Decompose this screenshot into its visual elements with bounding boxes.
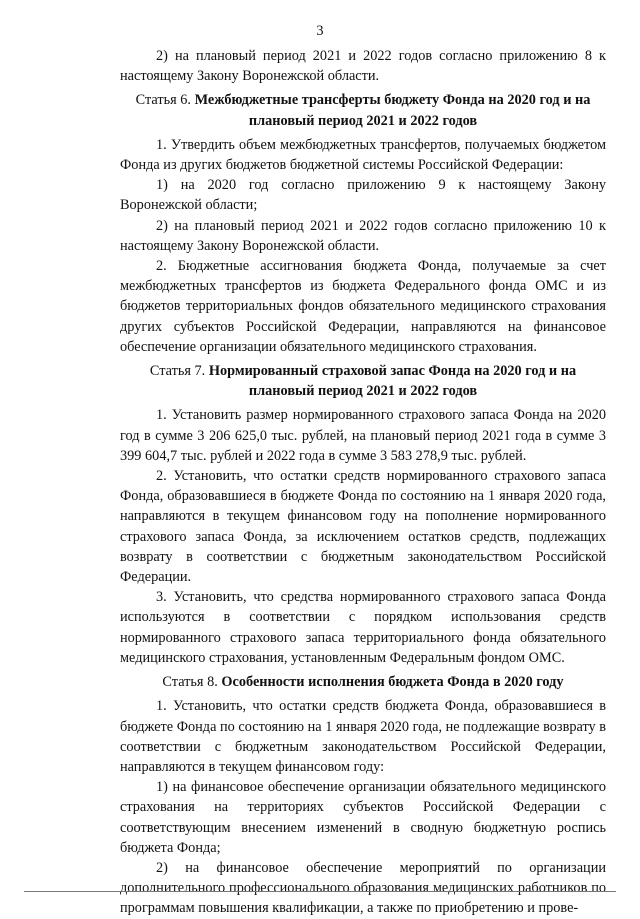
article-6-heading <box>120 90 606 130</box>
article-7-heading <box>120 361 606 401</box>
paragraph-article-8-subitem-2: 2) на финансовое обеспечение мероприятий по организации дополнительного профессионального образования медицинских работников по программам повышения квалификации, а также по приобретению и прове- <box>120 859 606 917</box>
paragraph-article-8-subitem-1: 1) на финансовое обеспечение организации обязательного медицинского страхования на территориях субъектов Российской Федерации с соответствующим внесением изменений в сводную бюджетную роспись бюджета Фонда; <box>120 779 606 856</box>
paragraph-article-7-item-3: 3. Установить, что средства нормированного страхового запаса Фонда используются в соответствии с порядком использования средств нормированного страхового запаса территориального фонда обязательного медицинского страхования, установленным Федеральным фондом ОМС. <box>120 589 606 666</box>
paragraph-article-6-subitem-1: 1) на 2020 год согласно приложению 9 к настоящему Закону Воронежской области; <box>120 177 606 214</box>
article-6-number: Статья 6. <box>135 92 191 109</box>
paragraph-article-7-item-2: 2. Установить, что остатки средств нормированного страхового запаса Фонда, образовавшиеся в бюджете Фонда по состоянию на 1 января 2020 года, направляются в текущем финансовом году на пополнение нормированного страхового запаса Фонда, за исключением остатков средств, подлежащих возврату в соответствии с бюджетным законодательством Российской Федерации. <box>120 468 606 586</box>
paragraph-article-7-item-1: 1. Установить размер нормированного страхового запаса Фонда на 2020 год в сумме 3 206 625,0 тыс. рублей, на плановый период 2021 года в сумме 3 399 604,7 тыс. рублей и 2022 года в сумме 3 583 278,9 тыс. рублей. <box>120 407 606 464</box>
article-8-title: Особенности исполнения бюджета Фонда в 2020 году <box>221 674 564 691</box>
article-6-title: Межбюджетные трансферты бюджету Фонда на 2020 год и на плановый период 2021 и 2022 годов <box>194 92 591 129</box>
article-7-number: Статья 7. <box>149 363 206 380</box>
paragraph-article-6-item-2: 2. Бюджетные ассигнования бюджета Фонда, получаемые за счет межбюджетных трансфертов из бюджета Федерального фонда ОМС и из бюджетов территориальных фондов обязательного медицинского страхования других субъектов Российской Федерации, направляются на финансовое обеспечение организации обязательного медицинского страхования. <box>120 258 606 355</box>
article-8-number: Статья 8. <box>162 674 218 691</box>
article-8-heading <box>120 672 606 692</box>
paragraph-plan-period-appendix-8: 2) на плановый период 2021 и 2022 годов согласно приложению 8 к настоящему Закону Воронежской области. <box>120 48 606 85</box>
page-bottom-rule <box>24 891 616 892</box>
paragraph-article-6-item-1: 1. Утвердить объем межбюджетных трансфертов, получаемых бюджетом Фонда из других бюджетов бюджетной системы Российской Федерации: <box>120 136 606 174</box>
article-7-title: Нормированный страховой запас Фонда на 2020 год и на плановый период 2021 и 2022 годов <box>208 363 577 400</box>
paragraph-article-8-item-1: 1. Установить, что остатки средств бюджета Фонда, образовавшиеся в бюджете Фонда по состоянию на 1 января 2020 года, не подлежащие возврату в соответствии с бюджетным законодательством Российской Федерации, направляются в текущем финансовом году: <box>120 698 606 775</box>
paragraph-article-6-subitem-2: 2) на плановый период 2021 и 2022 годов согласно приложению 10 к настоящему Закону Воронежской области. <box>120 217 606 254</box>
page-number: 3 <box>316 23 324 39</box>
document-body <box>120 46 606 919</box>
